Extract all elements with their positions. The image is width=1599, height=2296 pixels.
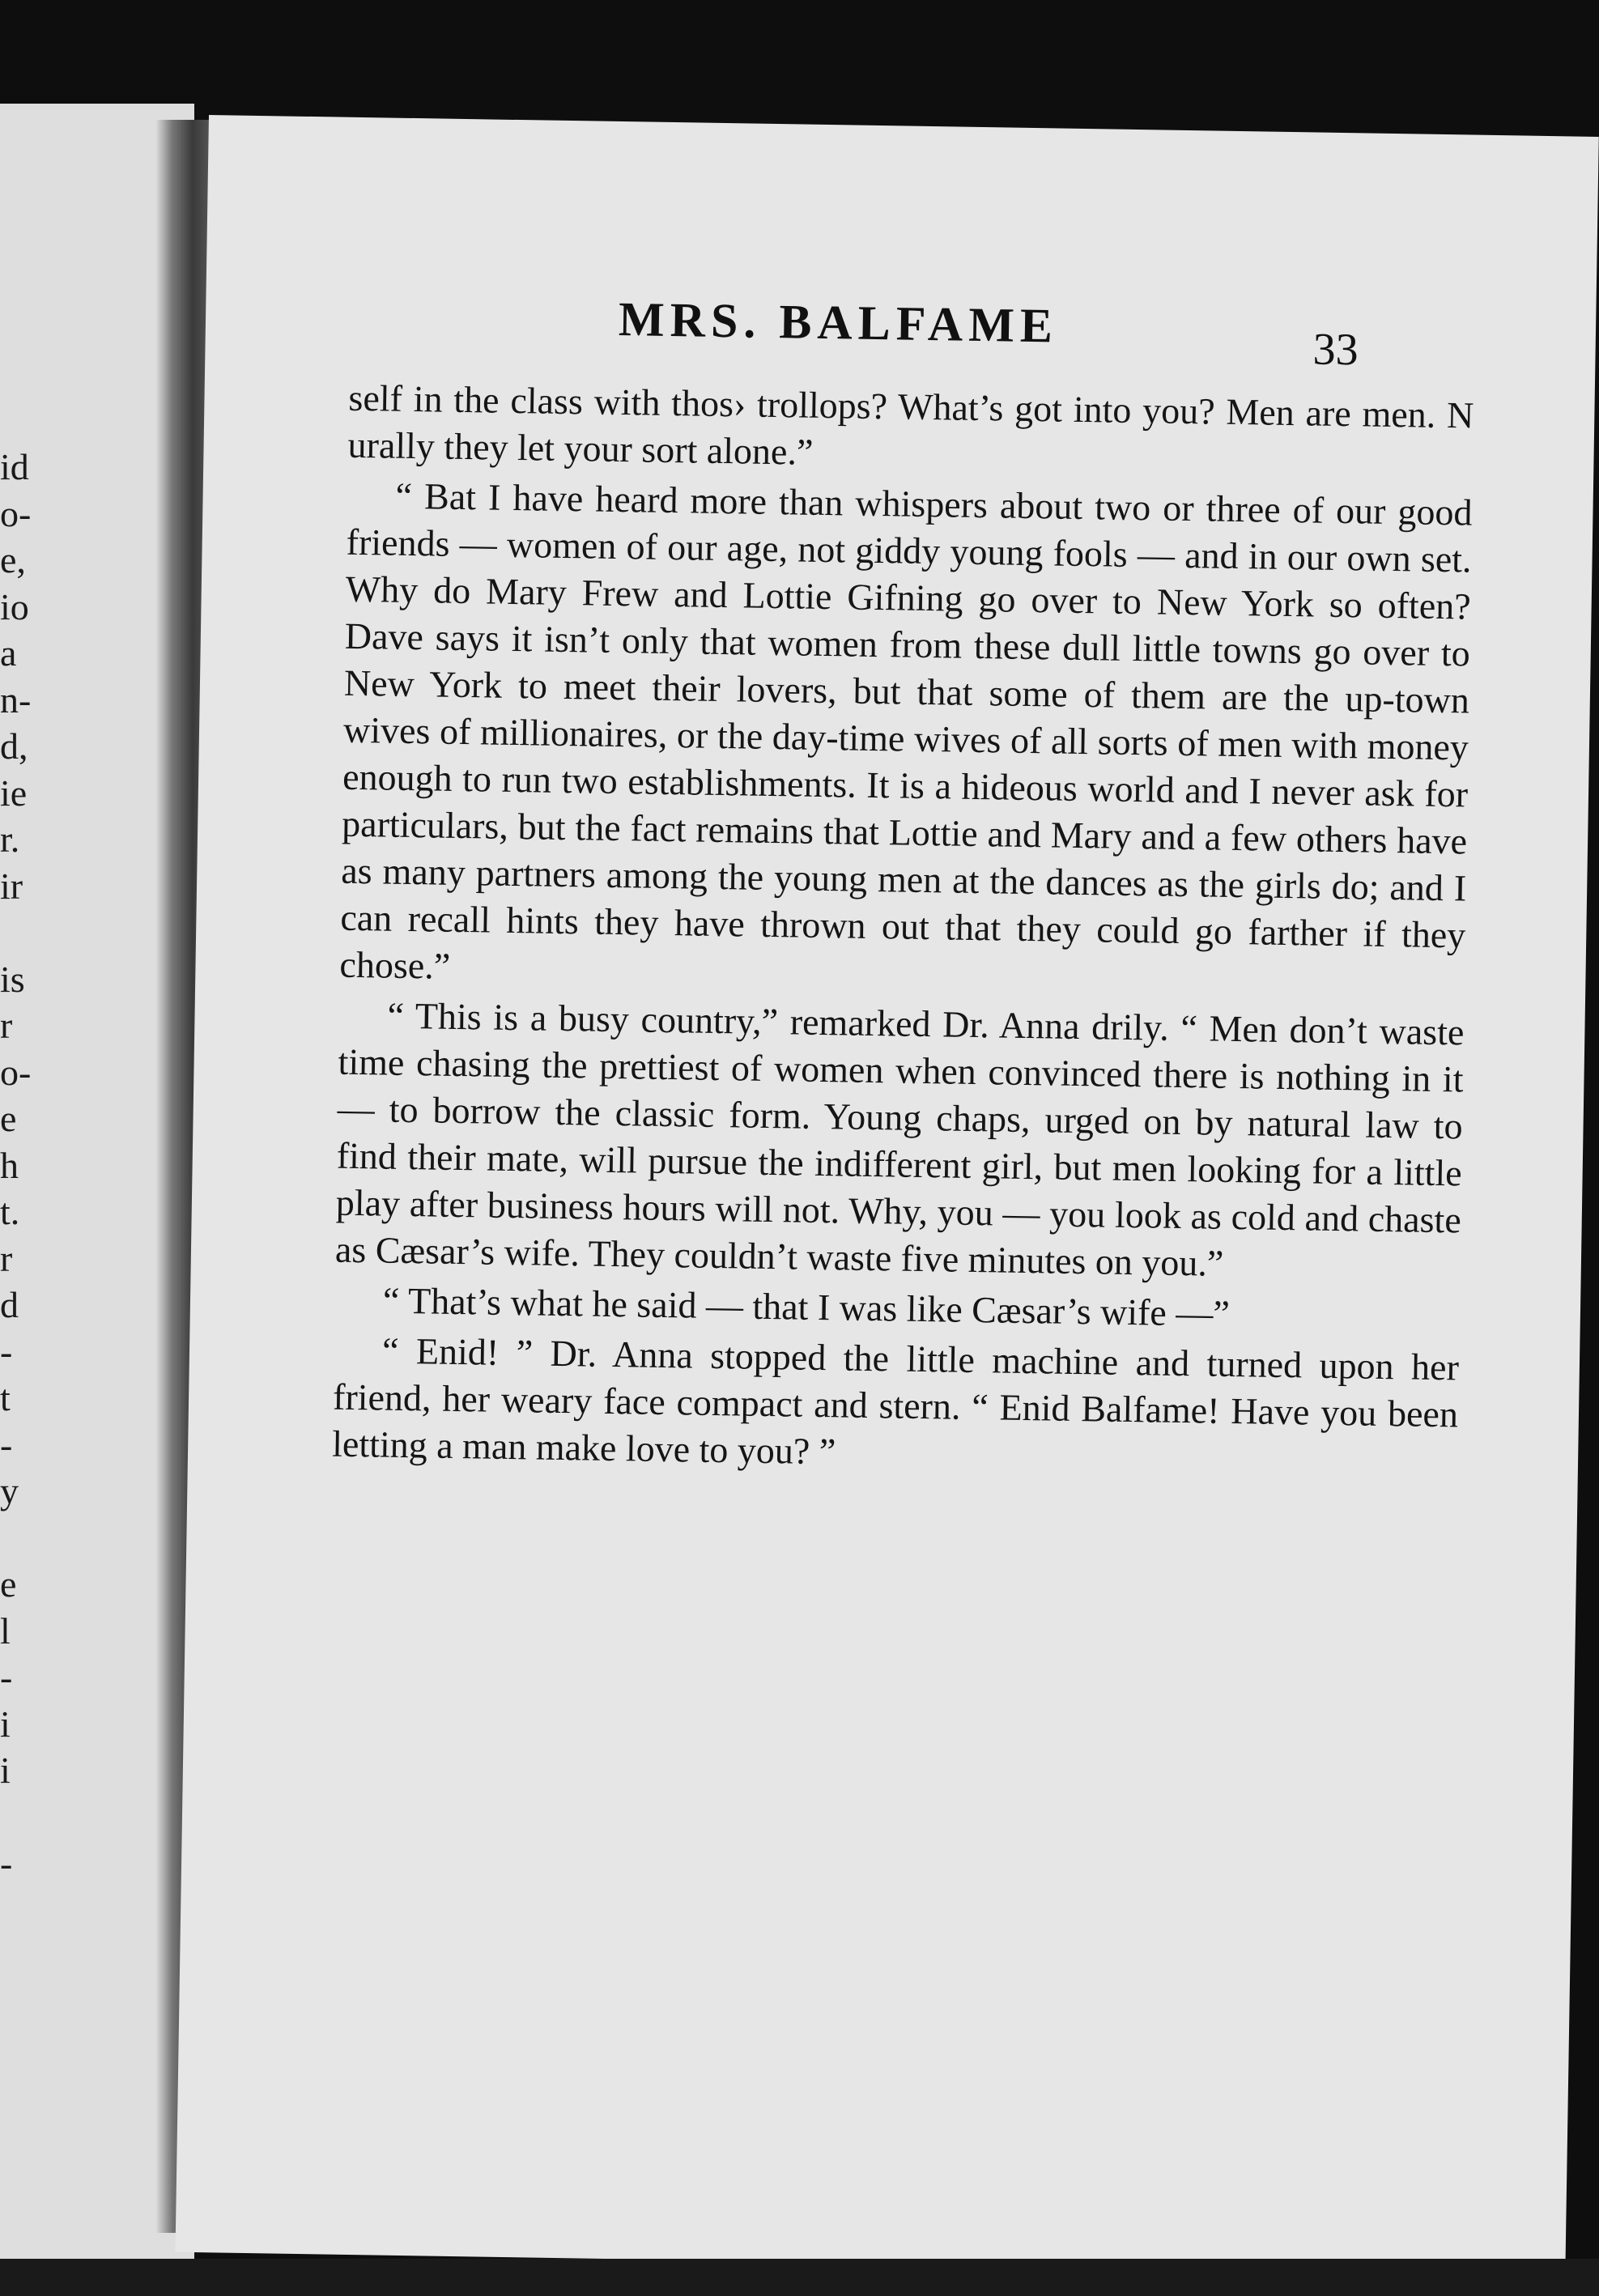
- scan-bottom-edge: [0, 2259, 1599, 2296]
- paragraph: “ That’s what he said — that I was like Cæsar’s wife —”: [382, 1279, 1231, 1334]
- paragraph: “ Enid! ” Dr. Anna stopped the little machine and turned upon her friend, her weary face compact and stern. “ Enid Balfame! Have you been letting a man make love to you? ”: [331, 1329, 1460, 1473]
- paragraph: self in the class with thos› trollops? What’s got into you? Men are men. N urally they let your sort alone.”: [347, 376, 1474, 473]
- paragraph: “ Bat I have heard more than whispers about two or three of our good friends — women of our age, not giddy young fools — and in our own set. Why do Mary Frew and Lottie Gifning go over to New York so often? Dave says it isn’t only that women from these dull little towns go over to New York to meet their lovers, but that some of them are the up-town wives of millionaires, or the day-time wives of all sorts of men with money enough to run two establishments. It is a hideous world and I never ask for particulars, but the fact remains that Lottie and Mary and a few others have as many partners among the young men at the dances as the girls do; and I can recall hints they have thrown out that they could go farther if they chose.”: [339, 474, 1473, 987]
- page-number: 33: [1312, 324, 1359, 376]
- right-page: [176, 115, 1599, 2274]
- left-page-margin-fragments: id o- e, io a n- d, ie r. ir is r o- e h t. r d - t - y e l - i i -: [0, 446, 32, 1884]
- paragraph: “ This is a busy country,” remarked Dr. Anna drily. “ Men don’t waste time chasing the prettiest of women when convinced there is nothing in it — to borrow the classic form. Young chaps, urged on by natural law to find their mate, will pursue the indifferent girl, but men looking for a little play after business hours will not. Why, you — you look as cold and chaste as Cæsar’s wife. They couldn’t waste five minutes on you.”: [334, 994, 1465, 1284]
- running-head: MRS. BALFAME: [618, 291, 1059, 353]
- body-text: [332, 375, 1474, 1489]
